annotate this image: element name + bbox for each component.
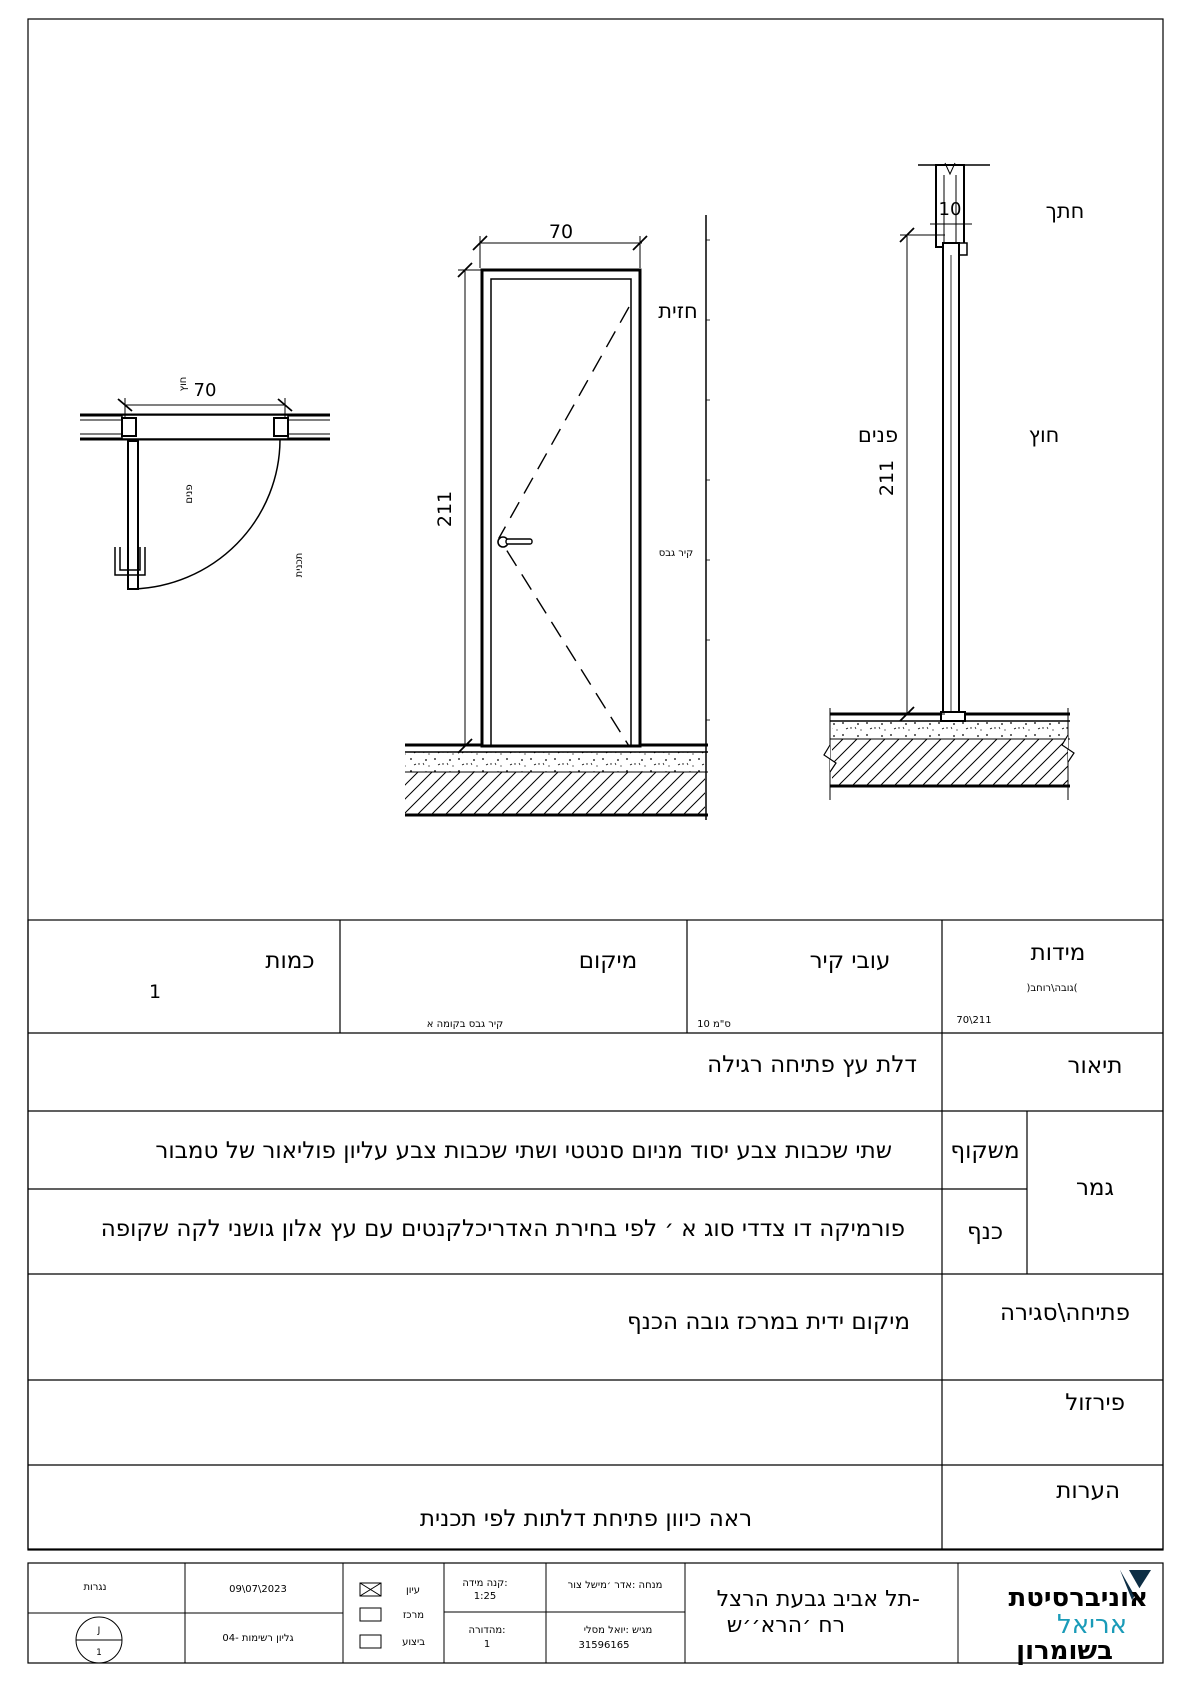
sheet-number: 1 bbox=[96, 1648, 102, 1658]
plan-inside-label: פנים bbox=[184, 484, 195, 504]
scale-value: 1:25 bbox=[473, 1591, 497, 1602]
notes-label: הערות bbox=[1056, 1478, 1120, 1504]
logo-line1: אוניברסיטת bbox=[1008, 1583, 1148, 1613]
dimensions-value: 70\211 bbox=[956, 1015, 992, 1026]
description-value: דלת עץ פתיחה רגילה bbox=[707, 1052, 917, 1078]
scale-label: קנה מידה: bbox=[462, 1578, 508, 1589]
frame-label: משקוף bbox=[950, 1138, 1020, 1164]
university-logo bbox=[1008, 1570, 1151, 1666]
description-label: תיאור bbox=[1067, 1053, 1123, 1079]
edition-label: מהדורה: bbox=[468, 1625, 506, 1636]
section-wall-dimension: 10 bbox=[938, 199, 962, 220]
status-label-execution: ביצוע bbox=[402, 1637, 425, 1648]
elevation-view bbox=[405, 215, 710, 820]
submitter-id: 31596165 bbox=[578, 1640, 630, 1651]
date-value: 09\07\2023 bbox=[229, 1584, 287, 1595]
dimensions-subheader: )גובה\רוחב( bbox=[1026, 983, 1078, 994]
elevation-view-label: חזית bbox=[658, 299, 698, 323]
notes-value: ראה כיוון פתיחת דלתות לפי תכנית bbox=[419, 1506, 753, 1532]
project-street: רח ׳הרא׳׳ש bbox=[726, 1613, 845, 1638]
location-header: מיקום bbox=[578, 948, 638, 974]
section-height-dimension: 211 bbox=[876, 459, 898, 497]
hardware-label: פירזול bbox=[1065, 1390, 1125, 1416]
leaf-label: כנף bbox=[966, 1219, 1004, 1245]
plan-view bbox=[80, 377, 330, 589]
section-view bbox=[824, 163, 1084, 800]
location-value: קיר גבס בקומה א bbox=[426, 1019, 504, 1030]
elevation-height-dimension: 211 bbox=[434, 490, 456, 528]
sheet-code: J bbox=[97, 1626, 101, 1636]
opening-label: פתיחה\סגירה bbox=[1000, 1300, 1130, 1326]
wall-thickness-value: 10 ס"מ bbox=[697, 1019, 731, 1030]
project-name: תל אביב גבעת הרצל- bbox=[716, 1587, 920, 1612]
edition-value: 1 bbox=[483, 1639, 491, 1650]
category-label: נגרות bbox=[83, 1582, 107, 1593]
mentor-name: מנחה :אדר ׳מישל צור bbox=[567, 1580, 663, 1591]
section-view-label: חתך bbox=[1045, 199, 1085, 223]
section-outside-label: חוץ bbox=[1028, 423, 1060, 447]
finish-label: גמר bbox=[1075, 1175, 1115, 1201]
opening-value: מיקום ידית במרכז גובה הכנף bbox=[626, 1309, 910, 1335]
plan-view-label: תכנית bbox=[294, 552, 305, 578]
logo-line3: בשומרון bbox=[1016, 1636, 1113, 1666]
status-checkboxes bbox=[360, 1583, 425, 1648]
quantity-header: כמות bbox=[265, 948, 315, 974]
status-label-review: עיון bbox=[406, 1585, 420, 1596]
elevation-wall-label: קיר גבס bbox=[658, 548, 694, 559]
section-inside-label: פנים bbox=[857, 423, 899, 447]
status-checkbox-center[interactable] bbox=[360, 1608, 381, 1621]
status-label-center: מרכז bbox=[402, 1610, 424, 1621]
quantity-value: 1 bbox=[148, 981, 162, 1003]
wall-thickness-header: עובי קיר bbox=[809, 948, 891, 974]
sheet-name: גליון רשימות -04 bbox=[222, 1633, 294, 1644]
logo-line2: אריאל bbox=[1056, 1610, 1127, 1640]
plan-width-dimension: 70 bbox=[193, 380, 217, 401]
dimensions-header: מידות bbox=[1030, 940, 1086, 966]
elevation-width-dimension: 70 bbox=[548, 221, 574, 243]
plan-outside-label: חוץ bbox=[178, 376, 189, 392]
submitter-name: מגיש :יואל מסלי bbox=[583, 1625, 653, 1636]
leaf-finish-value: פורמיקה דו צדדי סוג א ׳ לפי בחירת האדריכלקנטים עם עץ אלון גושני לקה שקופה bbox=[100, 1216, 905, 1242]
frame-finish-value: שתי שכבות צבע יסוד מניום סנטטי ושתי שכבות צבע עליון פוליאור של טמבור bbox=[155, 1138, 892, 1164]
status-checkbox-execution[interactable] bbox=[360, 1635, 381, 1648]
